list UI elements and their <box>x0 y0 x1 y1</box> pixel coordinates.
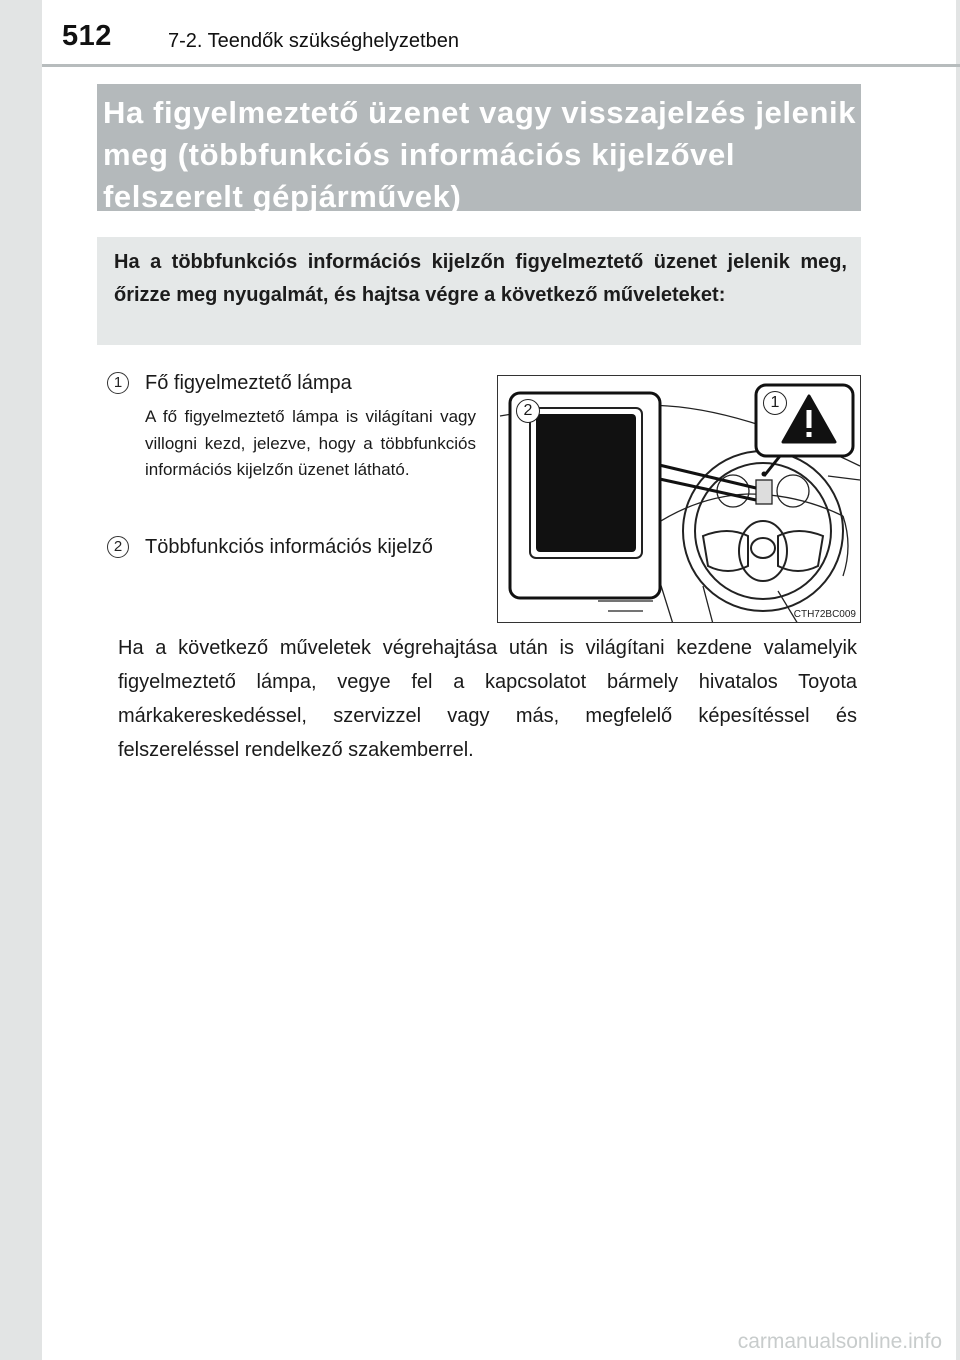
right-margin-band <box>956 0 960 1360</box>
page-title: Ha figyelmeztető üzenet vagy visszajelzés jelenik meg (többfunkciós információs kijelzővel felszerelt gépjárművek) <box>103 95 857 214</box>
item-title: Többfunkciós információs kijelző <box>145 536 433 558</box>
page-number: 512 <box>62 20 112 52</box>
dashboard-illustration <box>497 375 861 623</box>
body-paragraph: Ha a következő műveletek végrehajtása után is világítani kezdene valamelyik figyelmeztető lámpa, vegye fel a kapcsolatot bármely hivatalos Toyota márkakereskedéssel, szervizzel vagy más, megfelelő képesítéssel és felszereléssel rendelkező szakemberrel. <box>118 637 857 761</box>
item-description: A fő figyelmeztető lámpa is világítani vagy villogni kezd, jelezve, hogy a többfunkciós információs kijelzőn üzenet látható. <box>145 407 476 479</box>
intro-box <box>97 237 861 345</box>
figure-code: CTH72BC009 <box>793 609 856 620</box>
intro-text: Ha a többfunkciós információs kijelzőn figyelmeztető üzenet jelenik meg, őrizze meg nyugalmát, és hajtsa végre a következő műveleteket: <box>114 251 847 306</box>
section-header: 7-2. Teendők szükséghelyzetben <box>168 30 459 52</box>
item-number-badge: 1 <box>107 372 129 394</box>
callout-2-badge: 2 <box>516 399 540 423</box>
header-divider <box>42 64 960 67</box>
item-title: Fő figyelmeztető lámpa <box>145 372 352 394</box>
dashboard-drawing <box>498 376 861 623</box>
watermark: carmanualsonline.info <box>737 1330 942 1353</box>
callout-1-badge: 1 <box>763 391 787 415</box>
title-box <box>97 84 861 214</box>
left-margin-band <box>0 0 42 1360</box>
item-number-badge: 2 <box>107 536 129 558</box>
